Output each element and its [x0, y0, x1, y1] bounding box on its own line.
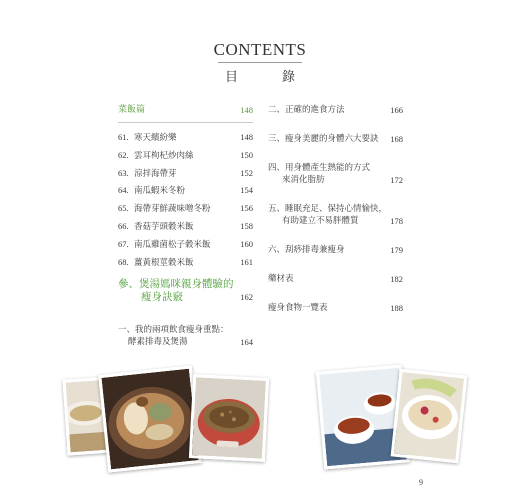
entry-title: 寒天繽紛樂 — [134, 133, 177, 143]
entry-number: 67. — [118, 238, 129, 249]
toc-entry[interactable] — [118, 149, 253, 162]
photo-strip — [65, 368, 455, 468]
toc-right-column — [268, 104, 403, 331]
entry-page: 156 — [240, 203, 253, 214]
entry-number: 66. — [118, 220, 129, 231]
entry-title: 藥材表 — [268, 274, 294, 284]
entry-title: 薑黃根莖穀米飯 — [134, 257, 194, 268]
entry-number: 64. — [118, 185, 129, 196]
entry-page: 152 — [240, 167, 253, 178]
toc-entry[interactable] — [118, 238, 253, 251]
entry-page: 182 — [390, 274, 403, 284]
entry-page: 158 — [240, 220, 253, 231]
entry-title-line2: 有助建立不易胖體質 — [282, 216, 359, 226]
entry-page: 179 — [390, 245, 403, 255]
entry-page: 154 — [240, 185, 253, 196]
entry-page: 188 — [390, 303, 403, 313]
entry-title: 香菇芋頭穀米飯 — [134, 221, 194, 232]
toc-entry[interactable] — [118, 131, 253, 144]
toc-entry[interactable] — [268, 133, 403, 145]
toc-entry[interactable] — [118, 184, 253, 197]
divider — [118, 122, 253, 123]
toc-entry[interactable] — [118, 256, 253, 269]
toc-entry[interactable] — [118, 220, 253, 233]
entry-page: 166 — [390, 105, 403, 115]
page-number: 9 — [419, 478, 423, 487]
entry-page: 172 — [390, 175, 403, 185]
entry-page: 168 — [390, 134, 403, 144]
toc-entry[interactable] — [268, 273, 403, 285]
toc-entry[interactable] — [268, 302, 403, 314]
entry-number: 61. — [118, 132, 129, 142]
section-page: 162 — [240, 291, 253, 302]
entry-title-line1: 五、睡眠充足、保持心情愉快， — [268, 204, 388, 214]
category-page: 148 — [240, 105, 253, 115]
entry-number: 68. — [118, 256, 129, 267]
entry-title: 六、刮痧排毒兼瘦身 — [268, 245, 345, 255]
toc-entry[interactable] — [268, 162, 403, 186]
entry-title: 雲耳枸杞炒肉絲 — [134, 150, 194, 161]
category-row[interactable] — [118, 104, 253, 116]
toc-entry[interactable] — [118, 202, 253, 215]
entry-page: 178 — [390, 216, 403, 226]
entry-page: 148 — [240, 132, 253, 142]
category-label: 菜飯篇 — [118, 105, 146, 115]
entry-title: 三、瘦身美麗的身體六大要訣 — [268, 134, 379, 144]
section-heading[interactable] — [118, 278, 253, 304]
subsection-page: 164 — [240, 336, 253, 347]
contents-header — [0, 40, 520, 85]
toc-title-chinese: 目錄 — [224, 70, 339, 85]
contents-title: CONTENTS — [213, 40, 307, 59]
toc-subsection-entry[interactable] — [118, 324, 253, 348]
section-title-line1: 參、煲湯媽咪親身體驗的 — [118, 277, 234, 290]
toc-entry[interactable] — [268, 244, 403, 256]
entry-title: 南瓜雞菌松子穀米飯 — [134, 239, 211, 250]
photo-rice-cooker — [189, 374, 269, 462]
title-rule — [218, 62, 302, 63]
entry-number: 65. — [118, 203, 129, 214]
entry-title: 瘦身食物一覽表 — [268, 303, 328, 313]
toc-entry[interactable] — [268, 203, 403, 227]
entry-title: 涼拌海帶芽 — [134, 168, 177, 179]
section-title-line2: 瘦身訣竅 — [141, 290, 183, 303]
toc-left-column — [118, 104, 253, 348]
entry-title: 南瓜蝦米冬粉 — [134, 186, 186, 197]
entry-page: 161 — [240, 256, 253, 267]
entry-page: 160 — [240, 238, 253, 249]
entry-number: 63. — [118, 167, 129, 178]
entry-title: 二、正確的進食方法 — [268, 105, 345, 115]
entry-title-line2: 來消化脂肪 — [282, 175, 325, 185]
photo-soup — [391, 369, 468, 464]
photo-stew-pot — [98, 365, 202, 472]
entry-title-line1: 四、用身體產生熱能的方式 — [268, 163, 371, 173]
toc-entry[interactable] — [118, 167, 253, 180]
subsection-title-line2: 酵素排毒及煲湯 — [128, 336, 188, 347]
subsection-title-line1: 一、我的兩項飲食瘦身重點： — [118, 324, 229, 335]
entry-number: 62. — [118, 149, 129, 160]
toc-entry[interactable] — [268, 104, 403, 116]
entry-title: 海帶芽鮮蔬味噌冬粉 — [134, 204, 211, 215]
entry-page: 150 — [240, 149, 253, 160]
